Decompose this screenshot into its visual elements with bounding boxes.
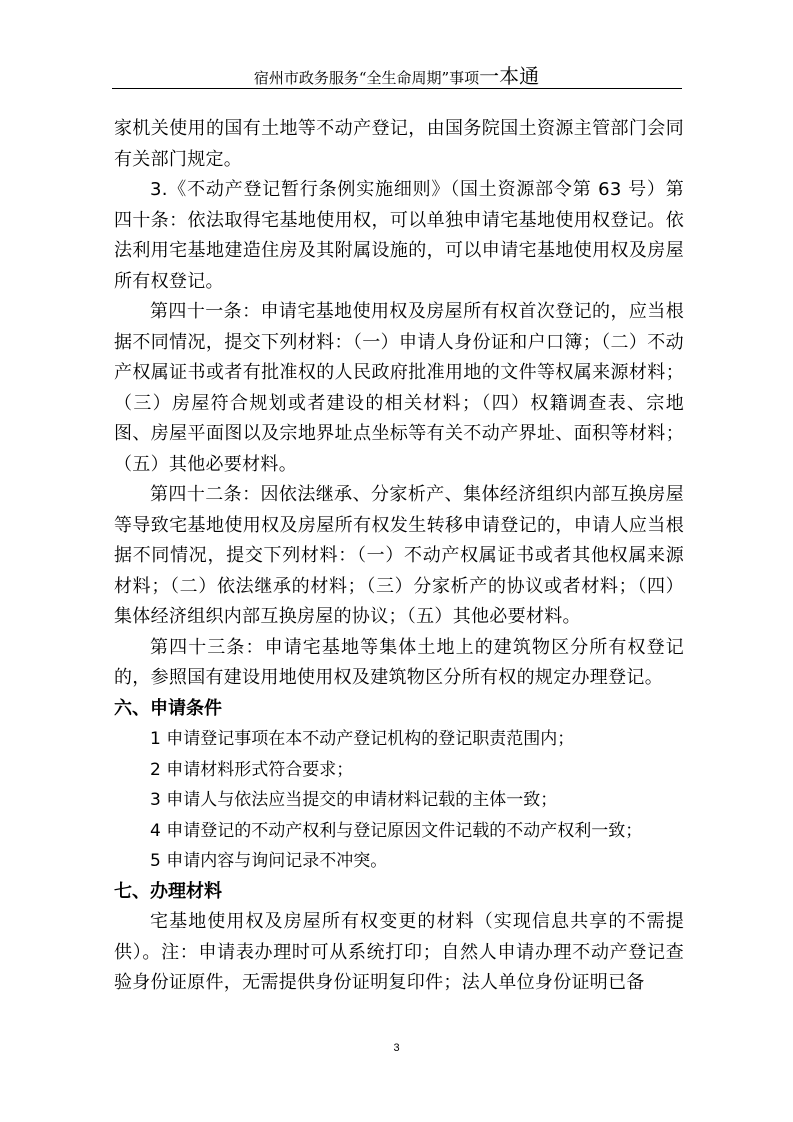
condition-item: 1 申请登记事项在本不动产登记机构的登记职责范围内； (150, 729, 575, 749)
document-header (0, 60, 793, 89)
paragraph-article-41: 第四十一条：申请宅基地使用权及房屋所有权首次登记的，应当根据不同情况，提交下列材料：（一）申请人身份证和户口簿；（二）不动产权属证书或者有批准权的人民政府批准用地的文件等权属来源材料；（三）房屋符合规划或者建设的相关材料；（四）权籍调查表、宗地图、房屋平面图以及宗地界址点坐标等有关不动产界址、面积等材料；（五）其他必要材料。 (114, 301, 684, 475)
condition-item: 2 申请材料形式符合要求； (150, 759, 354, 780)
condition-item: 4 申请登记的不动产权利与登记原因文件记载的不动产权利一致； (150, 820, 643, 841)
header-divider (112, 88, 682, 89)
condition-item: 5 申请内容与询问记录不冲突。 (150, 851, 388, 871)
paragraph-materials: 宅基地使用权及房屋所有权变更的材料（实现信息共享的不需提供）。注：申请表办理时可从系统打印；自然人申请办理不动产登记查验身份证原件，无需提供身份证明复印件；法人单位身份证明已备 (114, 911, 684, 993)
header-title-emphasis: 一本通 (479, 64, 540, 88)
paragraph-continuation: 家机关使用的国有土地等不动产登记，由国务院国土资源主管部门会同有关部门规定。 (114, 118, 684, 170)
document-body (114, 114, 684, 999)
paragraph-article-43: 第四十三条：申请宅基地等集体土地上的建筑物区分所有权登记的，参照国有建设用地使用权及建筑物区分所有权的规定办理登记。 (114, 636, 684, 688)
paragraph-article-40: 3.《不动产登记暂行条例实施细则》（国土资源部令第 63 号）第四十条：依法取得宅基地使用权，可以单独申请宅基地使用权登记。依法利用宅基地建造住房及其附属设施的，可以申请宅基地使用权及房屋所有权登记。 (114, 179, 684, 292)
condition-item: 3 申请人与依法应当提交的申请材料记载的主体一致； (150, 790, 558, 810)
header-title: 宿州市政务服务“全生命周期”事项 (253, 69, 480, 87)
page-number: 3 (393, 1042, 400, 1054)
paragraph-article-42: 第四十二条：因依法继承、分家析产、集体经济组织内部互换房屋等导致宅基地使用权及房屋所有权发生转移申请登记的，申请人应当根据不同情况，提交下列材料：（一）不动产权属证书或者其他权属来源材料；（二）依法继承的材料；（三）分家析产的协议或者材料；（四）集体经济组织内部互换房屋的协议；（五）其他必要材料。 (114, 484, 684, 627)
section-heading-conditions: 六、申请条件 (114, 697, 222, 719)
section-heading-materials: 七、办理材料 (114, 880, 222, 902)
